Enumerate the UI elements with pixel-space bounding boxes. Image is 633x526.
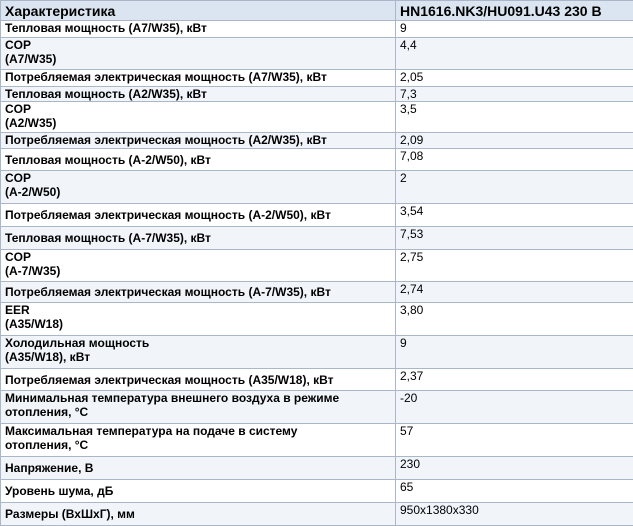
row-label: [1, 480, 396, 503]
row-value: 65: [396, 480, 633, 503]
row-label: [1, 391, 396, 424]
header-characteristic: Характеристика: [1, 1, 396, 21]
label-line: Тепловая мощность (A7/W35), кВт: [5, 21, 207, 35]
row-label: [1, 424, 396, 457]
label-line: (A7/W35): [5, 52, 56, 66]
label-line: Холодильная мощность: [5, 336, 149, 350]
row-value: -20: [396, 391, 633, 424]
label-line: COP: [5, 102, 31, 116]
label-line: Размеры (ВхШхГ), мм: [5, 507, 135, 521]
row-value: 57: [396, 424, 633, 457]
table-row: [1, 38, 633, 70]
label-line: (A35/W18), кВт: [5, 350, 90, 364]
row-label: [1, 171, 396, 204]
label-line: Напряжение, В: [5, 461, 93, 475]
row-value: 2,74: [396, 282, 633, 303]
table-row: [1, 133, 633, 149]
row-label: [1, 503, 396, 526]
label-line: Потребляемая электрическая мощность (A7/W35), кВт: [5, 70, 327, 84]
label-line: EER: [5, 303, 30, 317]
label-line: Максимальная температура на подаче в систему: [5, 424, 297, 438]
row-value: 2: [396, 171, 633, 204]
label-line: (A35/W18): [5, 317, 63, 331]
label-line: Уровень шума, дБ: [5, 484, 113, 498]
label-line: Минимальная температура внешнего воздуха в режиме: [5, 391, 339, 405]
label-line: COP: [5, 38, 31, 52]
table-row: [1, 303, 633, 336]
row-value: 3,54: [396, 204, 633, 227]
row-label: [1, 303, 396, 336]
row-label: [1, 282, 396, 303]
table-row: [1, 171, 633, 204]
row-value: 7,3: [396, 87, 633, 102]
row-label: [1, 133, 396, 149]
table-row: [1, 480, 633, 503]
table-row: [1, 282, 633, 303]
label-line: COP: [5, 171, 31, 185]
row-value: 2,09: [396, 133, 633, 149]
row-label: [1, 102, 396, 133]
label-line: COP: [5, 250, 31, 264]
table-row: [1, 204, 633, 227]
row-value: 230: [396, 457, 633, 480]
table-header-row: [1, 1, 633, 21]
row-label: [1, 250, 396, 282]
row-label: [1, 204, 396, 227]
label-line: Потребляемая электрическая мощность (A-2/W50), кВт: [5, 208, 331, 222]
row-label: [1, 457, 396, 480]
table-row: [1, 369, 633, 391]
table-row: [1, 102, 633, 133]
label-line: Потребляемая электрическая мощность (A-7/W35), кВт: [5, 285, 331, 299]
row-label: [1, 336, 396, 369]
row-label: [1, 21, 396, 38]
table-row: [1, 457, 633, 480]
label-line: (A-7/W35): [5, 264, 60, 278]
row-label: [1, 369, 396, 391]
row-value: 4,4: [396, 38, 633, 70]
header-model: HN1616.NK3/HU091.U43 230 В: [396, 1, 633, 21]
row-value: 7,53: [396, 227, 633, 250]
row-value: 7,08: [396, 149, 633, 171]
row-label: [1, 70, 396, 87]
table-row: [1, 227, 633, 250]
label-line: Тепловая мощность (A-2/W50), кВт: [5, 153, 211, 167]
table-row: [1, 503, 633, 526]
row-label: [1, 87, 396, 102]
table-row: [1, 424, 633, 457]
label-line: (A2/W35): [5, 116, 56, 130]
label-line: отопления, °C: [5, 405, 88, 419]
row-value: 2,05: [396, 70, 633, 87]
label-line: Потребляемая электрическая мощность (A35/W18), кВт: [5, 373, 334, 387]
row-label: [1, 227, 396, 250]
label-line: Тепловая мощность (A-7/W35), кВт: [5, 231, 211, 245]
table-row: [1, 336, 633, 369]
row-label: [1, 149, 396, 171]
table-row: [1, 250, 633, 282]
table-row: [1, 149, 633, 171]
row-value: 950х1380х330: [396, 503, 633, 526]
row-value: 3,5: [396, 102, 633, 133]
label-line: Потребляемая электрическая мощность (A2/W35), кВт: [5, 133, 327, 147]
table-row: [1, 70, 633, 87]
table-row: [1, 391, 633, 424]
label-line: Тепловая мощность (A2/W35), кВт: [5, 87, 207, 101]
row-label: [1, 38, 396, 70]
row-value: 9: [396, 21, 633, 38]
table-row: [1, 87, 633, 102]
row-value: 9: [396, 336, 633, 369]
row-value: 2,37: [396, 369, 633, 391]
label-line: (A-2/W50): [5, 185, 60, 199]
label-line: отопления, °C: [5, 438, 88, 452]
row-value: 3,80: [396, 303, 633, 336]
row-value: 2,75: [396, 250, 633, 282]
table-row: [1, 21, 633, 38]
